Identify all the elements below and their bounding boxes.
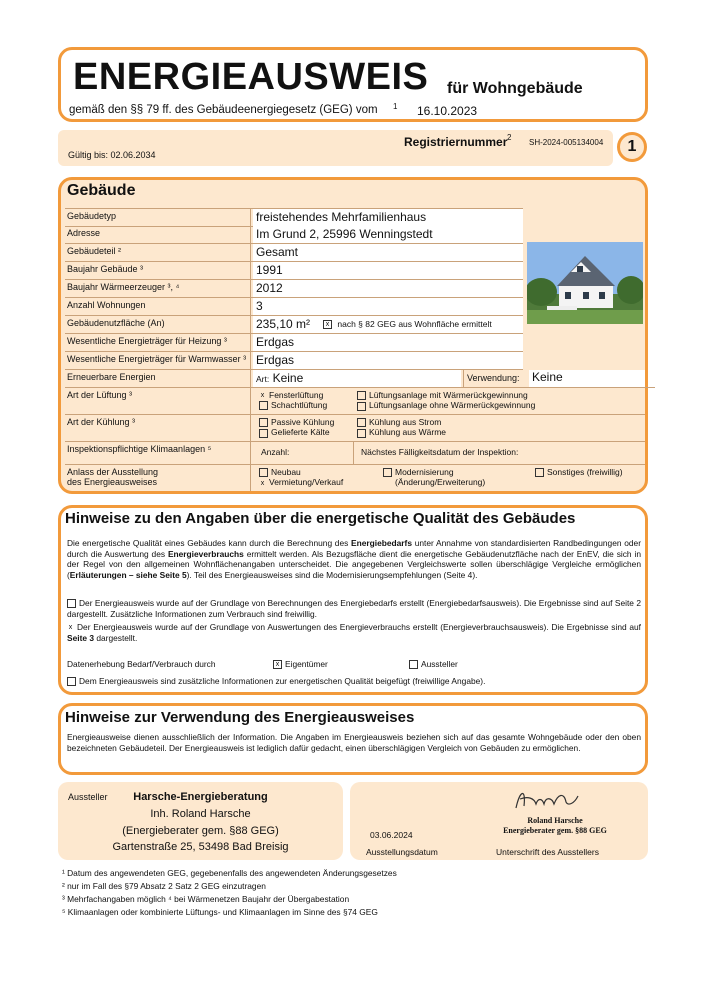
ventilation-option: Lüftungsanlage ohne Wärmerückgewinnung (357, 400, 535, 410)
additional-info-option: Dem Energieausweis sind zusätzliche Informationen zur energetischen Qualität beigefügt (freiwillige Angabe). (67, 676, 485, 687)
occasion-option: Neubau (259, 467, 343, 477)
issuer-label: Aussteller (68, 792, 108, 802)
building-row (65, 280, 523, 298)
renewable-label: Erneuerbare Energien (65, 370, 251, 387)
usage-notes-section (58, 703, 648, 775)
certificate-header (58, 47, 648, 122)
row-value: Gesamt (253, 244, 523, 261)
row-value: 1991 (253, 262, 523, 279)
ventilation-label: Art der Lüftung ³ (65, 388, 251, 414)
issue-signature-box (350, 782, 648, 860)
issuer-role: (Energieberater gem. §88 GEG) (122, 825, 279, 837)
occasion-option: Sonstiges (freiwillig) (535, 467, 623, 477)
document-title: ENERGIEAUSWEIS (73, 56, 429, 98)
row-value: 3 (253, 298, 523, 315)
occasion-option: Modernisierung (Änderung/Erweiterung) (383, 467, 485, 487)
row-label: Baujahr Wärmeerzeuger ³, ⁴ (65, 280, 251, 297)
building-section (58, 177, 648, 494)
checkbox-checked-icon: x (323, 320, 332, 329)
registration-label: Registriernummer (404, 135, 508, 149)
ac-count-label: Anzahl: (261, 447, 290, 457)
footnote: ² nur im Fall des §79 Absatz 2 Satz 2 GEG einzutragen (62, 881, 266, 891)
issuer-box (58, 782, 343, 860)
row-value: Erdgas (253, 352, 523, 369)
building-row (65, 334, 523, 352)
floor-area-note: x nach § 82 GEG aus Wohnfläche ermittelt (323, 319, 492, 329)
quality-notes-intro: Die energetische Qualität eines Gebäudes kann durch die Berechnung des Energiebedarfs unter Annahme von standardisierten Randbedingungen oder durch die Auswertung des Energieverbrauchs ermittelt werden. Als Bezugsfläche dient die energetische Gebäudenutzfläche nach der EnEV, die sich in der Regel von den allgemeinen Wohnflächenangaben unterscheidet. Die angegebenen Vergleichswerte sollen überschlägige Vergleiche ermöglichen (Erläuterungen – siehe Seite 5). Teil des Energieausweises sind die Modernisierungsempfehlungen (Seite 4). (67, 538, 641, 580)
quality-notes-section (58, 505, 648, 695)
renewable-use-label: Verwendung: (467, 373, 520, 383)
usage-notes-text: Energieausweise dienen ausschließlich der Information. Die Angaben im Energieausweis beziehen sich auf das gesamte Wohngebäude oder den oben bezeichneten Gebäudeteil. Der Energieausweis ist lediglich dafür gedacht, einen überschlägigen Vergleich von Gebäuden zu ermöglichen. (67, 732, 641, 753)
ventilation-option: Schachtlüftung (259, 400, 327, 410)
renewable-art-value: Keine (272, 371, 304, 385)
registration-footnote-ref: 2 (507, 133, 512, 142)
renewable-art: Art: Keine (253, 370, 461, 387)
building-photo (527, 242, 643, 324)
occasion-option: x Vermietung/Verkauf (260, 477, 344, 488)
ventilation-option: x Fensterlüftung (260, 390, 324, 400)
row-value: 2012 (253, 280, 523, 297)
building-row (65, 298, 523, 316)
building-row (65, 208, 523, 227)
row-label: Wesentliche Energieträger für Warmwasser ³ (65, 352, 251, 369)
footnote: ¹ Datum des angewendeten GEG, gegebenenfalls des angewendeten Änderungsgesetzes (62, 868, 397, 878)
row-label: Wesentliche Energieträger für Heizung ³ (65, 334, 251, 351)
building-section-title: Gebäude (67, 182, 136, 199)
quality-notes-title: Hinweise zu den Angaben über die energetische Qualität des Gebäudes (65, 510, 576, 527)
occasion-row (65, 465, 645, 491)
row-value: Im Grund 2, 25996 Wenningstedt (253, 226, 523, 243)
ac-label: Inspektionspflichtige Klimaanlagen ⁵ (65, 442, 251, 464)
legal-date: 16.10.2023 (417, 104, 478, 118)
usage-notes-title: Hinweise zur Verwendung des Energieausweises (65, 709, 415, 726)
ac-row (65, 442, 645, 465)
row-value: freistehendes Mehrfamilienhaus (253, 209, 523, 226)
demand-option: Der Energieausweis wurde auf der Grundlage von Berechnungen des Energiebedarfs erstellt (Energiebedarfsausweis). Die Ergebnisse sind auf Seite 2 dargestellt. Zusätzliche Informationen zum Verbrauch sind freiwillig. (67, 598, 641, 619)
ventilation-option: Lüftungsanlage mit Wärmerückgewinnung (357, 390, 535, 400)
issue-date-label: Ausstellungsdatum (366, 847, 438, 857)
building-row (65, 262, 523, 280)
row-value (253, 316, 523, 333)
issue-date: 03.06.2024 (370, 830, 413, 840)
page-number-badge: 1 (617, 132, 647, 162)
cooling-option: Passive Kühlung (259, 417, 334, 427)
valid-until: Gültig bis: 02.06.2034 (68, 150, 156, 160)
building-row (65, 244, 523, 262)
cooling-option: Gelieferte Kälte (259, 427, 334, 437)
document-subtitle: für Wohngebäude (447, 80, 583, 97)
cooling-option: Kühlung aus Strom (357, 417, 446, 427)
row-label: Gebäudenutzfläche (An) (65, 316, 251, 333)
registration-number: SH-2024-005134004 (529, 138, 604, 147)
stamp-role: Energieberater gem. §88 GEG (503, 826, 607, 835)
renewable-use-value: Keine (529, 370, 645, 387)
stamp-name: Roland Harsche (527, 816, 583, 825)
ac-due-label: Nächstes Fälligkeitsdatum der Inspektion: (361, 447, 519, 457)
row-label: Gebäudetyp (65, 209, 251, 226)
occasion-label: Anlass der Ausstellung des Energieausweises (65, 465, 251, 491)
data-collection-owner: x Eigentümer (273, 659, 328, 670)
cooling-label: Art der Kühlung ³ (65, 415, 251, 441)
signature (512, 786, 582, 819)
building-row (65, 316, 523, 334)
row-value: Erdgas (253, 334, 523, 351)
issuer-address: Gartenstraße 25, 53498 Bad Breisig (112, 841, 289, 853)
footnote: ⁵ Klimaanlagen oder kombinierte Lüftungs- und Klimaanlagen im Sinne des §74 GEG (62, 907, 378, 917)
consumption-option: x Der Energieausweis wurde auf der Grundlage von Auswertungen des Energieverbrauchs erstellt (Energieverbrauchsausweis). Die Ergebnisse sind auf Seite 3 dargestellt. (67, 622, 641, 643)
row-label: Baujahr Gebäude ³ (65, 262, 251, 279)
footnote: ³ Mehrfachangaben möglich ⁴ bei Wärmenetzen Baujahr der Übergabestation (62, 894, 350, 904)
data-collection-label: Datenerhebung Bedarf/Verbrauch durch (67, 659, 216, 669)
signature-label: Unterschrift des Ausstellers (496, 847, 599, 857)
cooling-option: Kühlung aus Wärme (357, 427, 446, 437)
floor-area-value: 235,10 m² (256, 317, 311, 331)
stamp (480, 816, 630, 836)
renewable-row (65, 370, 655, 388)
issuer-company: Harsche-Energieberatung (133, 791, 268, 803)
building-row (65, 352, 523, 370)
legal-basis: gemäß den §§ 79 ff. des Gebäudeenergiegesetz (GEG) vom (69, 104, 378, 116)
legal-footnote-ref: 1 (393, 102, 398, 111)
row-label: Adresse (65, 226, 251, 243)
building-row (65, 226, 523, 244)
registration-bar (58, 130, 613, 166)
row-label: Anzahl Wohnungen (65, 298, 251, 315)
data-collection-issuer: Aussteller (409, 659, 458, 670)
cooling-row (65, 415, 645, 442)
ventilation-row (65, 388, 645, 415)
row-label: Gebäudeteil ² (65, 244, 251, 261)
issuer-owner: Inh. Roland Harsche (150, 808, 251, 820)
